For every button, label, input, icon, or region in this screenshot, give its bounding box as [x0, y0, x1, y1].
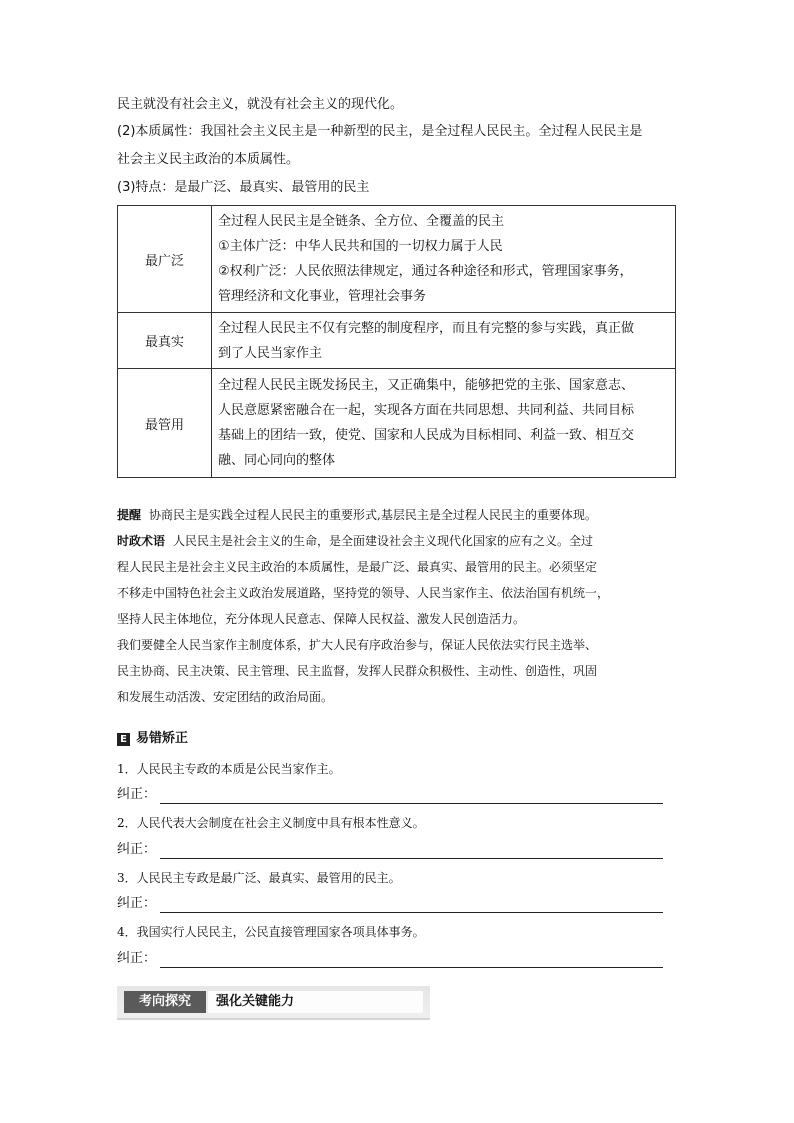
- row-line: 人民意愿紧密融合在一起，实现各方面在共同思想、共同利益、共同目标: [218, 403, 635, 418]
- correction-label: 纠正：: [117, 787, 157, 802]
- row-line: 全过程人民民主不仅有完整的制度程序，而且有完整的参与实践，真正做: [218, 320, 635, 336]
- section-banner: [117, 986, 430, 1020]
- row-line: 全过程人民民主是全链条、全方位、全覆盖的民主: [218, 214, 505, 229]
- section-e-icon: E: [117, 733, 130, 746]
- table-row: [118, 206, 676, 313]
- correction-field-3[interactable]: [117, 895, 663, 913]
- answer-line[interactable]: [160, 789, 663, 804]
- row-line: 管理经济和文化事业，管理社会事务: [218, 289, 427, 304]
- error-item-3: 3．人民民主专政是最广泛、最真实、最管用的民主。: [117, 871, 401, 885]
- error-correction-heading: [117, 730, 188, 748]
- tip-label: 提醒: [117, 508, 142, 522]
- term-label: 时政术语: [117, 534, 166, 548]
- error-item-4: 4．我国实行人民民主，公民直接管理国家各项具体事务。: [117, 925, 425, 939]
- correction-label: 纠正：: [117, 951, 157, 966]
- correction-label: 纠正：: [117, 896, 157, 911]
- answer-line[interactable]: [160, 898, 663, 913]
- term-note: [117, 528, 593, 554]
- answer-line[interactable]: [160, 844, 663, 859]
- row-line: 全过程人民民主既发扬民主，又正确集中，能够把党的主张、国家意志、: [218, 378, 635, 393]
- row-key-most-useful: 最管用: [118, 369, 212, 478]
- row-line: ①主体广泛：中华人民共和国的一切权力属于人民: [218, 239, 503, 254]
- tip-note: [117, 502, 597, 528]
- error-item-1: 1．人民民主专政的本质是公民当家作主。: [117, 762, 341, 776]
- section-title: 易错矫正: [136, 731, 189, 746]
- table-row: [118, 369, 676, 478]
- banner-label: 考向探究: [124, 991, 206, 1013]
- tip-text: 协商民主是实践全过程人民民主的重要形式,基层民主是全过程人民民主的重要体现。: [149, 508, 597, 522]
- intro-line-3: 社会主义民主政治的本质属性。: [117, 152, 300, 167]
- row-content-truest: [212, 313, 676, 369]
- banner-subtitle: 强化关键能力: [208, 991, 423, 1013]
- row-key-broadest: 最广泛: [118, 206, 212, 313]
- row-content-most-useful: [212, 369, 676, 478]
- row-line: 到了人民当家作主: [218, 345, 323, 361]
- correction-field-4[interactable]: [117, 950, 663, 968]
- term-line: 民主协商、民主决策、民主管理、民主监督，发挥人民群众积极性、主动性、创造性，巩固: [117, 664, 598, 678]
- row-line: 融、同心同向的整体: [218, 453, 336, 468]
- correction-label: 纠正：: [117, 842, 157, 857]
- error-item-2: 2．人民代表大会制度在社会主义制度中具有根本性意义。: [117, 816, 425, 830]
- term-line: 和发展生动活泼、安定团结的政治局面。: [117, 690, 334, 704]
- correction-field-2[interactable]: [117, 841, 663, 859]
- row-line: 基础上的团结一致，使党、国家和人民成为目标相同、利益一致、相互交: [218, 428, 635, 443]
- term-line: 程人民民主是社会主义民主政治的本质属性，是最广泛、最真实、最管用的民主。必须坚定: [117, 560, 598, 574]
- term-text: 人民民主是社会主义的生命，是全面建设社会主义现代化国家的应有之义。全过: [173, 534, 594, 548]
- features-heading: (3)特点：是最广泛、最真实、最管用的民主: [117, 180, 370, 195]
- term-line: 坚持人民主体地位，充分体现人民意志、保障人民权益、激发人民创造活力。: [117, 612, 526, 626]
- features-table: [117, 205, 676, 478]
- row-content-broadest: [212, 206, 676, 313]
- row-line: ②权利广泛：人民依照法律规定，通过各种途径和形式，管理国家事务，: [218, 264, 633, 279]
- table-row: [118, 313, 676, 369]
- intro-line-2: (2)本质属性：我国社会主义民主是一种新型的民主，是全过程人民民主。全过程人民民主是: [117, 124, 643, 139]
- intro-line-1: 民主就没有社会主义，就没有社会主义的现代化。: [117, 97, 404, 112]
- answer-line[interactable]: [160, 953, 663, 968]
- row-key-truest: 最真实: [118, 313, 212, 369]
- term-line: 我们要健全人民当家作主制度体系，扩大人民有序政治参与，保证人民依法实行民主选举、: [117, 638, 598, 652]
- correction-field-1[interactable]: [117, 786, 663, 804]
- term-line: 不移走中国特色社会主义政治发展道路，坚持党的领导、人民当家作主、依法治国有机统一，: [117, 586, 610, 600]
